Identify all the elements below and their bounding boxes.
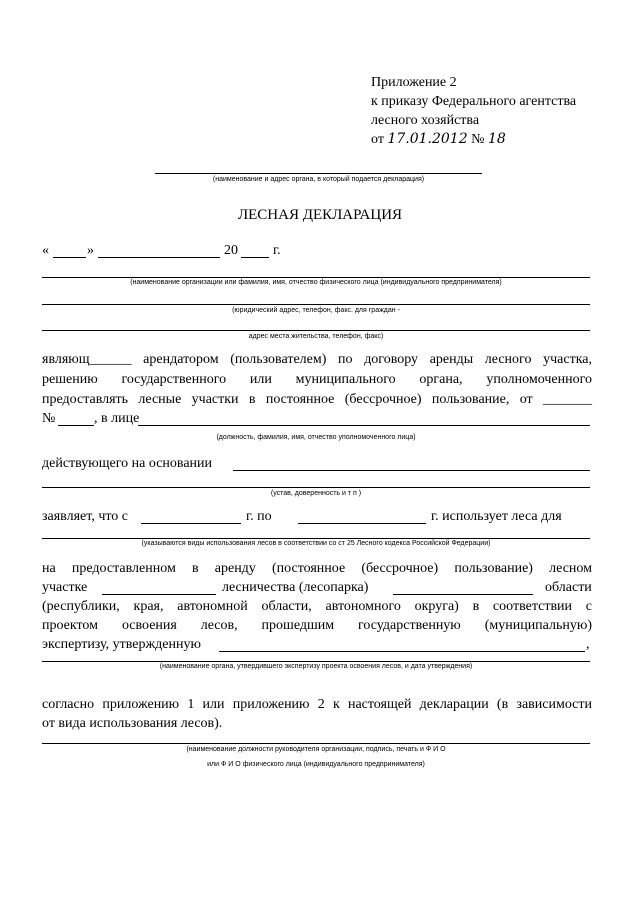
organization-caption: (наименование организации или фамилия, имя, отчество физического лица (индивидуального предпринимателя) [130, 279, 502, 286]
p2-comma: , [586, 637, 590, 652]
month-field[interactable] [98, 257, 220, 258]
basis-caption: (устав, доверенность и т п ) [270, 490, 362, 497]
acting-basis-label: действующего на основании [42, 456, 213, 471]
legal-address-line[interactable] [42, 304, 590, 305]
residence-line[interactable] [42, 330, 590, 331]
plot-field[interactable] [102, 594, 216, 595]
start-date-field[interactable] [141, 523, 241, 524]
legal-address-caption: (юридический адрес, телефон, факс. для граждан - [232, 307, 400, 314]
usage-types-caption: (указываются виды использования лесов в соответствии со ст 25 Лесного кодекса Российской Федерации) [141, 540, 491, 547]
approval-caption: (наименование органа, утвердившего экспертизу проекта освоения лесов, и дата утверждения) [159, 663, 473, 670]
uses-forests-label: г. использует леса для [431, 509, 562, 524]
approval-field[interactable] [219, 651, 585, 652]
decision-number-field[interactable] [58, 425, 94, 426]
authority-line[interactable] [155, 173, 482, 174]
p1-line1: являющ______ арендатором (пользователем) по договору аренды лесного участка, [42, 352, 592, 367]
year-prefix: 20 [224, 243, 238, 258]
appendix-title: Приложение 2 [371, 75, 457, 90]
p1-in-person: , в лице [94, 411, 140, 426]
region-field[interactable] [393, 594, 533, 595]
residence-caption: адрес места жительства, телефон, факс) [248, 333, 384, 340]
position-caption: (должность, фамилия, имя, отчество уполномоченного лица) [216, 434, 416, 441]
appendix-date-row [371, 131, 506, 148]
p1-line2: решению государственного или муниципального органа, уполномоченного [42, 372, 592, 387]
open-quote: « [42, 243, 49, 258]
approval-line-2[interactable] [42, 661, 590, 662]
basis-field[interactable] [233, 470, 590, 471]
p2-forestry-label: лесничества (лесопарка) [222, 580, 369, 595]
p2-plot-label: участке [42, 580, 88, 595]
from-prefix: от [371, 132, 384, 147]
handwritten-number: 18 [487, 131, 506, 147]
year-field[interactable] [241, 257, 269, 258]
p2-region-label: области [545, 580, 592, 595]
authority-caption: (наименование и адрес органа, в который подается декларация) [212, 176, 425, 183]
p1-number-label: № [42, 411, 56, 426]
end-date-field[interactable] [298, 523, 426, 524]
p3-line2: от вида использования лесов). [42, 716, 223, 731]
document-title: ЛЕСНАЯ ДЕКЛАРАЦИЯ [237, 207, 403, 223]
year-suffix: г. [273, 243, 281, 258]
p2-line3: (республики, края, автономной области, автономного округа) в соответствии с [42, 599, 592, 614]
close-quote: » [87, 243, 94, 258]
signature-caption-1: (наименование должности руководителя организации, подпись, печать и Ф И О [186, 746, 446, 753]
basis-line-2[interactable] [42, 487, 590, 488]
organization-line[interactable] [42, 277, 590, 278]
appendix-order-ref: к приказу Федерального агентства [371, 94, 577, 109]
day-field[interactable] [53, 257, 86, 258]
representative-line[interactable] [138, 425, 590, 426]
signature-caption-2: или Ф И О физического лица (индивидуального предпринимателя) [207, 761, 425, 768]
p2-line4: проектом освоения лесов, прошедшим государственную (муниципальную) [42, 618, 592, 633]
number-prefix: № [471, 132, 485, 147]
appendix-agency: лесного хозяйства [371, 113, 480, 128]
p1-line3: предоставлять лесные участки в постоянное (бессрочное) пользование, от _______ [42, 392, 592, 407]
g-po-label: г. по [246, 509, 272, 524]
usage-types-line[interactable] [42, 538, 590, 539]
declares-label: заявляет, что с [42, 509, 129, 524]
p3-line1: согласно приложению 1 или приложению 2 к настоящей декларации (в зависимости [42, 697, 592, 712]
handwritten-date: 17.01.2012 [387, 131, 468, 147]
signature-line[interactable] [42, 743, 590, 744]
p2-line1: на предоставленном в аренду (постоянное (бессрочное) пользование) лесном [42, 561, 592, 576]
p2-approved-label: экспертизу, утвержденную [42, 637, 201, 652]
